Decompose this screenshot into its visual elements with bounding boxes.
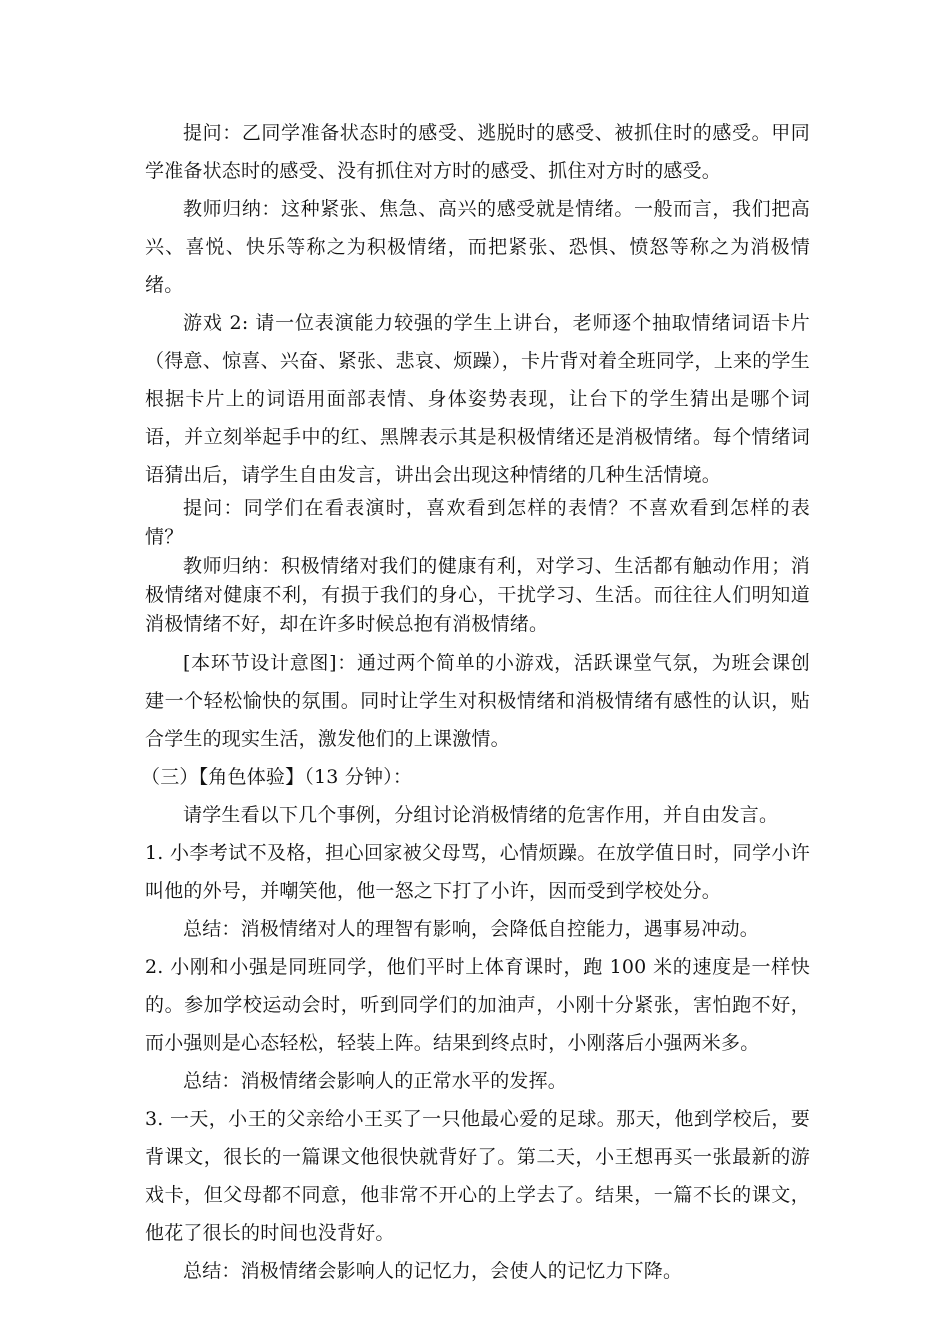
case-1-paragraph: 1. 小李考试不及格，担心回家被父母骂，心情烦躁。在放学值日时，同学小许叫他的外号，并嘲笑他，他一怒之下打了小许，因而受到学校处分。 <box>145 842 810 902</box>
teacher-summary-paragraph-1: 教师归纳：这种紧张、焦急、高兴的感受就是情绪。一般而言，我们把高兴、喜悦、快乐等称之为积极情绪，而把紧张、恐惧、愤怒等称之为消极情绪。 <box>145 198 810 296</box>
instruction-paragraph: 请学生看以下几个事例，分组讨论消极情绪的危害作用，并自由发言。 <box>183 804 779 826</box>
case-3-summary: 总结：消极情绪会影响人的记忆力，会使人的记忆力下降。 <box>183 1260 683 1282</box>
case-2-paragraph: 2. 小刚和小强是同班同学，他们平时上体育课时，跑 100 米的速度是一样快的。参加学校运动会时，听到同学们的加油声，小刚十分紧张，害怕跑不好，而小强则是心态轻松，轻装上阵。结果到终点时，小刚落后小强两米多。 <box>145 956 810 1054</box>
game-2-paragraph: 游戏 2: 请一位表演能力较强的学生上讲台，老师逐个抽取情绪词语卡片（得意、惊喜、兴奋、紧张、悲哀、烦躁），卡片背对着全班同学，上来的学生根据卡片上的词语用面部表情、身体姿势表现，让台下的学生猜出是哪个词语，并立刻举起手中的红、黑牌表示其是积极情绪还是消极情绪。每个情绪词语猜出后，请学生自由发言，讲出会出现这种情绪的几种生活情境。 <box>145 312 810 486</box>
question-paragraph-1: 提问：乙同学准备状态时的感受、逃脱时的感受、被抓住时的感受。甲同学准备状态时的感受、没有抓住对方时的感受、抓住对方时的感受。 <box>145 122 810 182</box>
case-1-summary: 总结：消极情绪对人的理智有影响，会降低自控能力，遇事易冲动。 <box>183 918 760 940</box>
document-body <box>141 114 810 1290</box>
question-paragraph-2: 提问：同学们在看表演时，喜欢看到怎样的表情？不喜欢看到怎样的表情？ <box>145 497 810 548</box>
section-heading-role-experience: （三）【角色体验】（13 分钟）： <box>141 766 413 788</box>
case-2-summary: 总结：消极情绪会影响人的正常水平的发挥。 <box>183 1070 568 1092</box>
design-intent-paragraph: [本环节设计意图]：通过两个简单的小游戏，活跃课堂气氛，为班会课创建一个轻松愉快的氛围。同时让学生对积极情绪和消极情绪有感性的认识，贴合学生的现实生活，激发他们的上课激情。 <box>145 652 810 750</box>
teacher-summary-paragraph-2: 教师归纳：积极情绪对我们的健康有利，对学习、生活都有触动作用；消极情绪对健康不利，有损于我们的身心，干扰学习、生活。而往往人们明知道消极情绪不好，却在许多时候总抱有消极情绪。 <box>145 555 810 635</box>
case-3-paragraph: 3. 一天，小王的父亲给小王买了一只他最心爱的足球。那天，他到学校后，要背课文，很长的一篇课文他很快就背好了。第二天，小王想再买一张最新的游戏卡，但父母都不同意，他非常不开心的上学去了。结果，一篇不长的课文，他花了很长的时间也没背好。 <box>145 1108 810 1244</box>
